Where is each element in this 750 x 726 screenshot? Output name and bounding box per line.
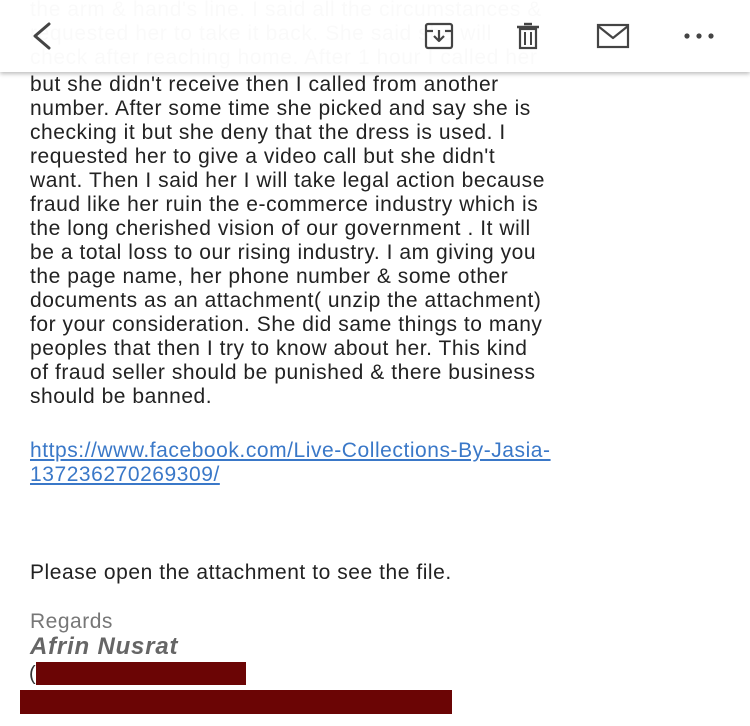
body-line: requested her to give a video call but she didn't (30, 145, 496, 168)
signature-name: Afrin Nusrat (30, 633, 179, 660)
facebook-page-link[interactable] (30, 439, 730, 487)
email-body (30, 73, 730, 409)
redaction-bar (20, 690, 452, 714)
body-line: peoples that then I try to know about her. This kind (30, 337, 528, 360)
trash-icon (514, 22, 542, 50)
archive-button[interactable] (416, 16, 462, 56)
link-line[interactable]: 137236270269309/ (30, 463, 220, 486)
mark-unread-button[interactable] (590, 16, 636, 56)
body-line: fraud like her ruin the e-commerce industry which is (30, 193, 539, 216)
more-options-button[interactable] (676, 16, 722, 56)
mail-icon (596, 23, 630, 49)
body-line: of fraud seller should be punished & there business (30, 361, 536, 384)
body-line: number. After some time she picked and say she is (30, 97, 531, 120)
body-line: checking it but she deny that the dress is used. I (30, 121, 506, 144)
body-line: be a total loss to our rising industry. I am giving you (30, 241, 537, 264)
archive-icon (424, 22, 454, 50)
body-line: want. Then I said her I will take legal action because (30, 169, 545, 192)
body-line: for your consideration. She did same things to many (30, 313, 543, 336)
regards-text: Regards (30, 610, 113, 633)
contact-prefix: ( (29, 663, 36, 685)
back-button[interactable] (22, 16, 62, 56)
link-line[interactable]: https://www.facebook.com/Live-Collections-By-Jasia- (30, 439, 551, 462)
body-line: but she didn't receive then I called from another (30, 73, 499, 96)
delete-button[interactable] (505, 16, 551, 56)
body-line: the page name, her phone number & some other (30, 265, 509, 288)
body-line: should be banned. (30, 385, 213, 408)
body-line: documents as an attachment( unzip the attachment) (30, 289, 542, 312)
body-line: the long cherished vision of our government . It will (30, 217, 531, 240)
redaction-bar (36, 662, 246, 685)
back-arrow-icon (30, 21, 54, 51)
email-toolbar (0, 0, 750, 72)
attachment-note: Please open the attachment to see the file. (30, 561, 452, 584)
more-icon (682, 31, 716, 41)
